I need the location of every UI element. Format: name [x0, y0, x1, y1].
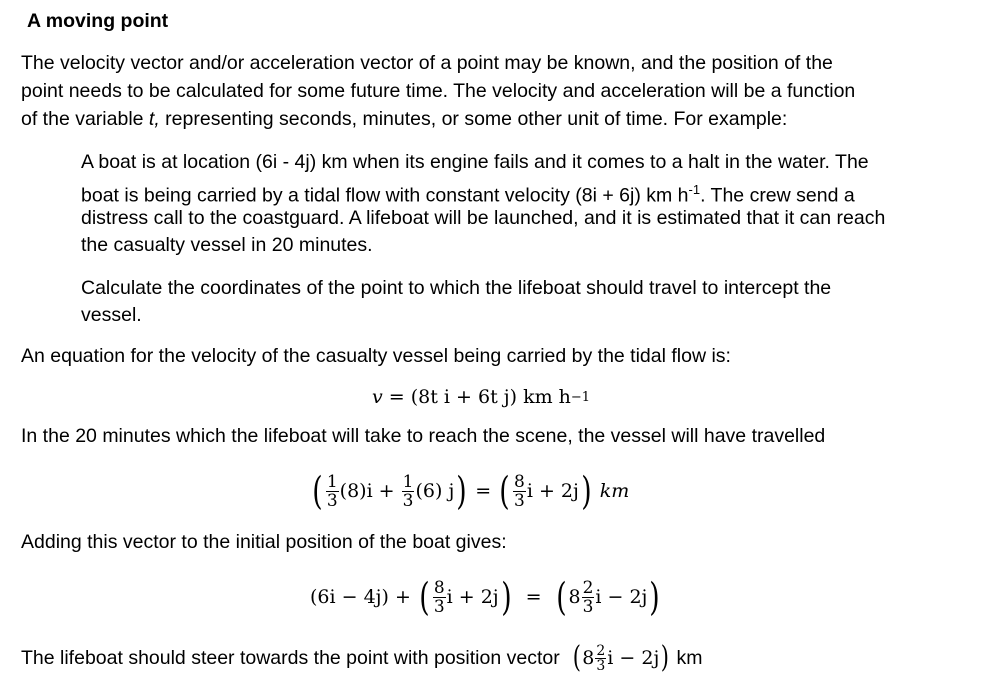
term: (8)i + — [339, 480, 395, 502]
example-text-b: . The crew send a — [700, 184, 855, 207]
example-line-4: the casualty vessel in 20 minutes. — [81, 234, 373, 256]
fraction: $\frac{2}{3}$ — [582, 577, 594, 617]
intro-text-b: representing seconds, minutes, or some other unit of time. For example: — [159, 108, 788, 130]
travel-equation — [310, 463, 629, 519]
term: (6) j — [415, 480, 455, 502]
adding-equation — [310, 569, 662, 625]
example-line-3: distress call to the coastguard. A lifeboat will be launched, and it is estimated that it can reach — [81, 207, 886, 229]
unit: km — [599, 480, 630, 502]
whole-number: 8 — [568, 586, 581, 608]
intro-line-3 — [21, 105, 787, 133]
intro-line-1: The velocity vector and/or acceleration vector of a point may be known, and the position of the — [21, 52, 833, 74]
close-paren: ) — [500, 575, 512, 619]
task-line-1: Calculate the coordinates of the point to which the lifeboat should travel to intercept the — [81, 277, 832, 299]
example-text-a: boat is being carried by a tidal flow with constant velocity (8i + 6j) km h — [81, 184, 689, 207]
close-paren: ) — [456, 469, 467, 513]
adding-intro: Adding this vector to the initial position of the boat gives: — [21, 531, 507, 553]
term: i − 2j — [595, 586, 648, 608]
velocity-lhs: v — [372, 386, 383, 408]
task-line-2: vessel. — [81, 304, 142, 326]
term: (6i − 4j) + — [310, 586, 411, 608]
term: i − 2j — [607, 647, 660, 669]
fraction: $\frac{1}{3}$ — [326, 471, 338, 511]
close-paren: ) — [581, 469, 592, 513]
whole-number: 8 — [582, 647, 595, 669]
conclusion-unit: km — [676, 646, 703, 669]
open-paren: ( — [499, 469, 510, 513]
close-paren: ) — [649, 575, 661, 619]
page-title: A moving point — [27, 10, 169, 32]
fraction: $\frac{8}{3}$ — [514, 471, 525, 511]
fraction: $\frac{1}{3}$ — [402, 471, 414, 511]
conclusion-line — [21, 638, 703, 678]
travel-intro: In the 20 minutes which the lifeboat will take to reach the scene, the vessel will have travelled — [21, 425, 826, 447]
fraction: $\frac{2}{3}$ — [596, 642, 606, 674]
close-paren: ) — [661, 640, 670, 675]
open-paren: ( — [312, 469, 323, 513]
velocity-equation — [372, 382, 590, 412]
open-paren: ( — [555, 575, 567, 619]
term: i + 2j — [526, 480, 579, 502]
velocity-rhs: = (8t i + 6t j) km h — [388, 386, 571, 408]
equals-sign: = — [475, 480, 492, 502]
conclusion-text: The lifeboat should steer towards the point with position vector — [21, 646, 560, 669]
variable-t: t, — [148, 108, 160, 130]
example-exponent: -1 — [688, 182, 701, 197]
term: i + 2j — [446, 586, 499, 608]
equals-sign: = — [525, 586, 542, 608]
example-line-1: A boat is at location (6i - 4j) km when its engine fails and it comes to a halt in the water. The — [81, 151, 869, 173]
intro-text-a: of the variable — [21, 108, 149, 130]
velocity-intro: An equation for the velocity of the casualty vessel being carried by the tidal flow is: — [21, 345, 731, 367]
open-paren: ( — [572, 640, 581, 675]
velocity-exponent: −1 — [570, 389, 591, 405]
conclusion-vector — [571, 640, 672, 675]
open-paren: ( — [419, 575, 430, 619]
intro-line-2: point needs to be calculated for some future time. The velocity and acceleration will be a function — [21, 80, 856, 102]
fraction: $\frac{8}{3}$ — [433, 577, 445, 617]
